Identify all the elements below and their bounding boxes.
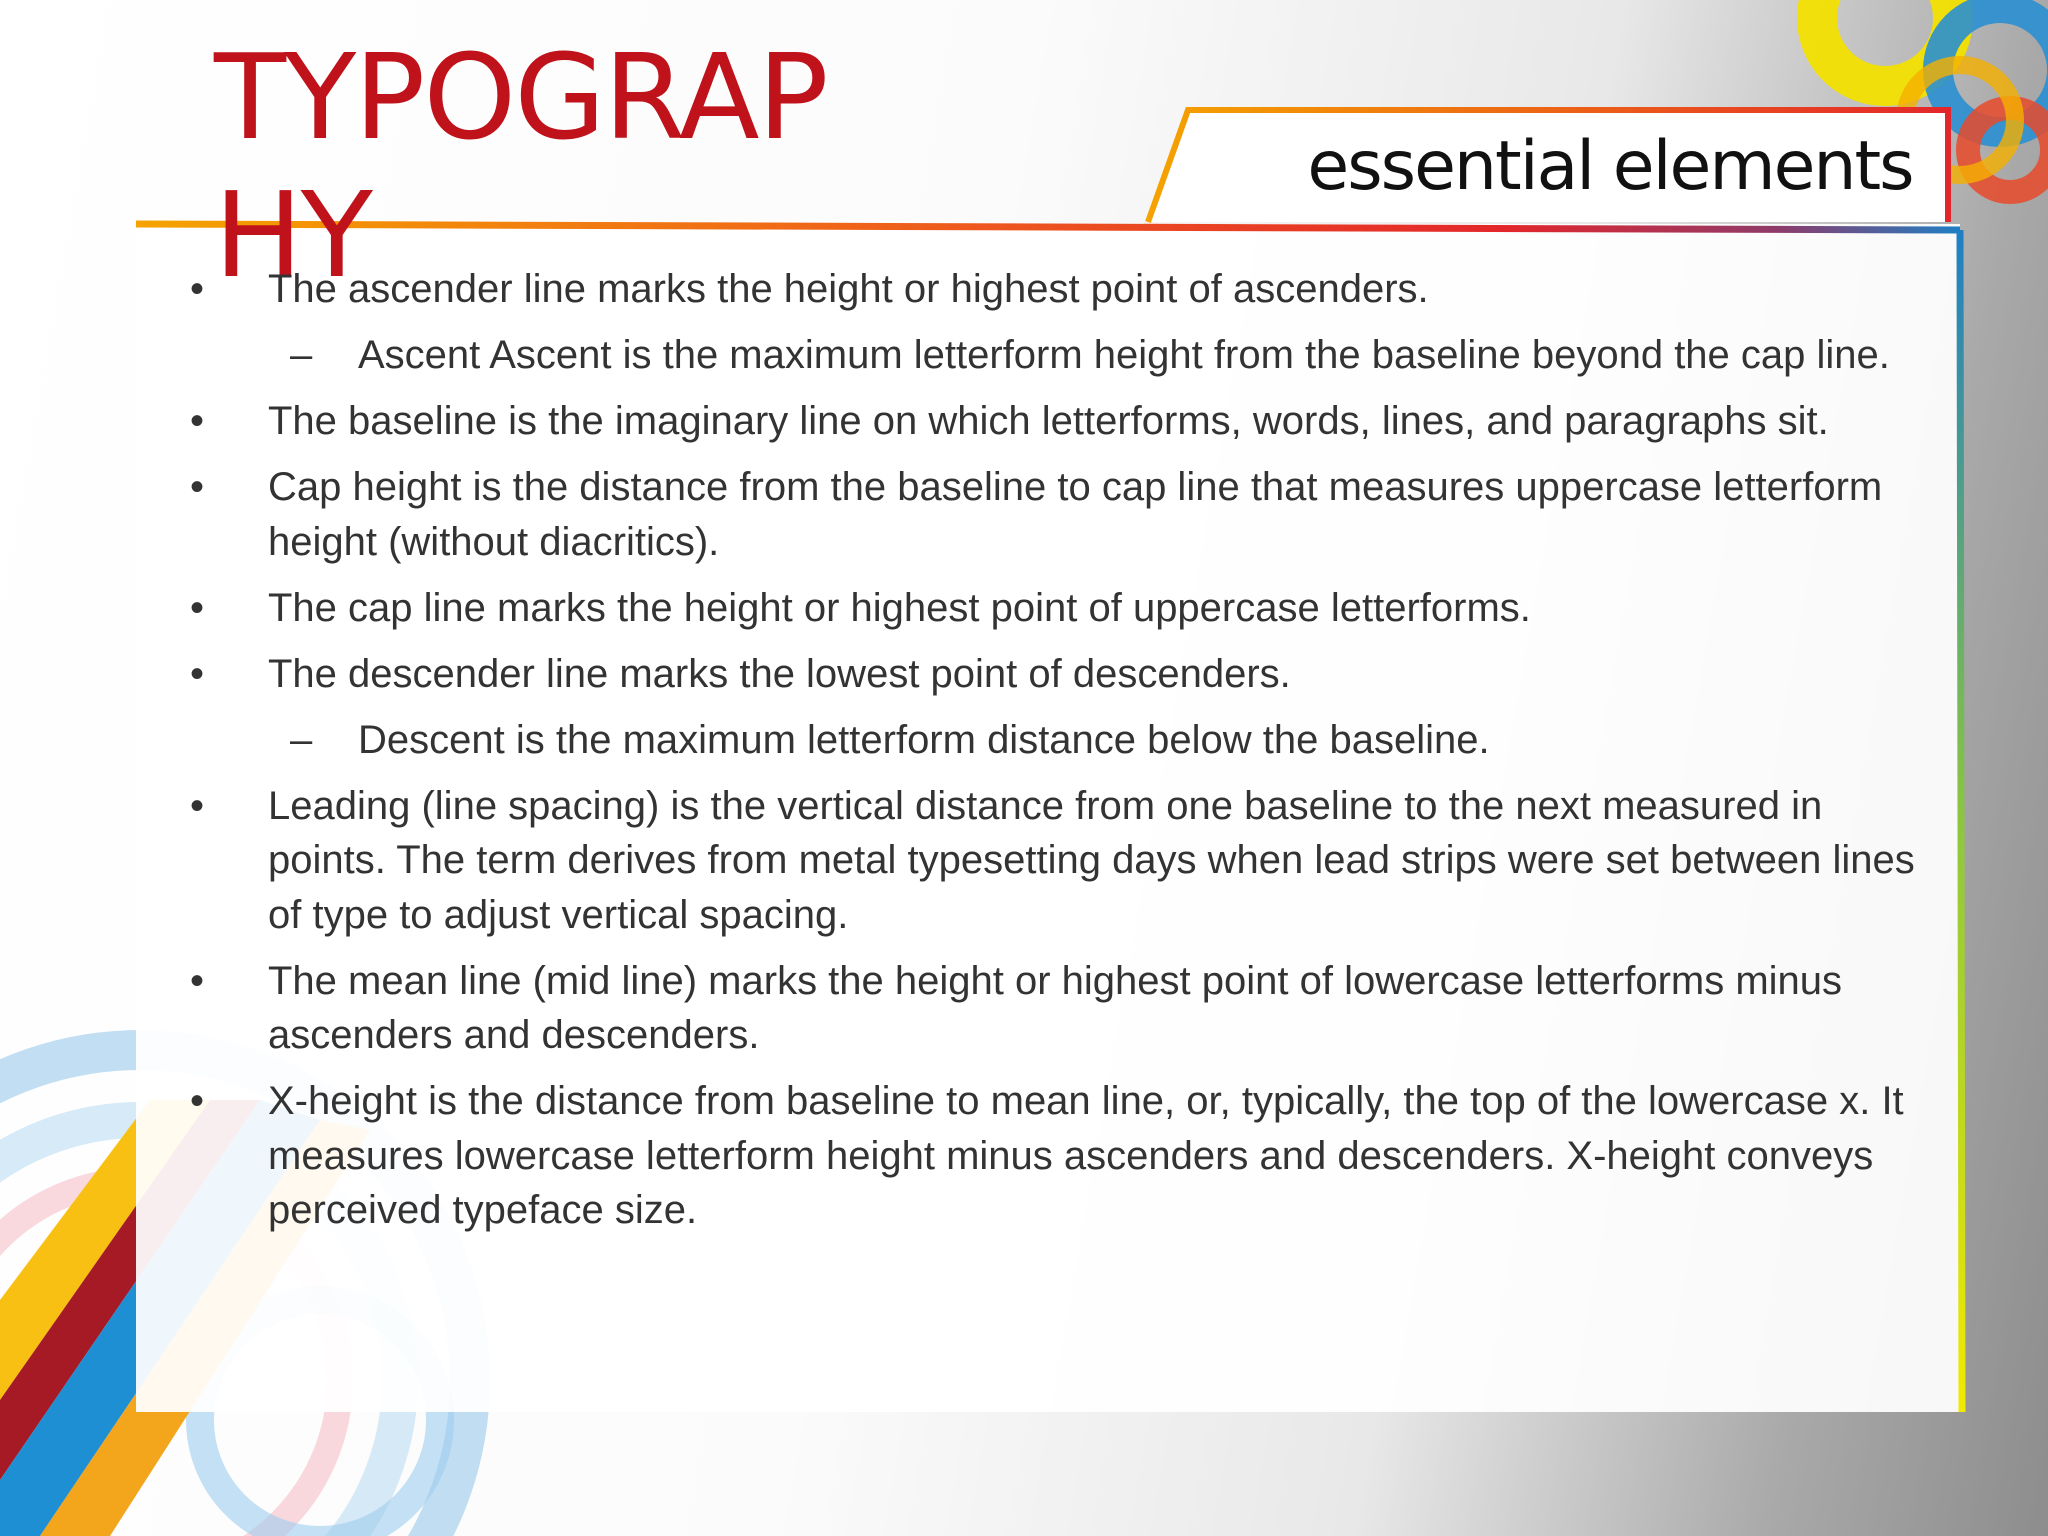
bullet-text: The baseline is the imaginary line on which letterforms, words, lines, and paragraphs sit. [268, 399, 1829, 443]
bullet-item [186, 779, 1926, 943]
dash-marker: – [290, 717, 313, 762]
bullet-item [186, 394, 1926, 449]
bullet-text: The ascender line marks the height or highest point of ascenders. [268, 267, 1429, 311]
bullet-text: The cap line marks the height or highest point of uppercase letterforms. [268, 585, 1531, 630]
sub-bullet-item [186, 713, 1926, 768]
bullet-text: Ascent Ascent is the maximum letterform height from the baseline beyond the cap line. [358, 333, 1890, 377]
bullet-text: Descent is the maximum letterform distance below the baseline. [358, 717, 1490, 762]
slide-subtitle: essential elements [1307, 127, 1913, 206]
dash-marker: – [290, 333, 313, 377]
bullet-list [186, 262, 1926, 1249]
bullet-text: The mean line (mid line) marks the height or highest point of lowercase letterforms minus ascenders and descenders. [268, 958, 1843, 1057]
bullet-marker: • [190, 465, 205, 509]
bullet-text: X-height is the distance from baseline to mean line, or, typically, the top of the lowercase x. It measures lowercase letterform height minus ascenders and descenders. X-height conveys perceived typeface size. [268, 1079, 1904, 1232]
bullet-marker: • [190, 651, 205, 696]
bullet-item [186, 647, 1926, 702]
bullet-marker: • [190, 958, 205, 1003]
bullet-item [186, 262, 1926, 317]
bullet-marker: • [190, 399, 205, 443]
bullet-item [186, 460, 1926, 569]
bullet-marker: • [190, 585, 205, 630]
bullet-marker: • [190, 1079, 205, 1123]
bullet-marker: • [190, 783, 205, 828]
bullet-text: Leading (line spacing) is the vertical distance from one baseline to the next measured in points. The term derives from metal typesetting days when lead strips were set between lines of type to adjust vertical spacing. [268, 783, 1915, 937]
bullet-text: The descender line marks the lowest point of descenders. [268, 651, 1291, 696]
slide-title: TYPOGRAPHY [214, 28, 827, 304]
bullet-item [186, 954, 1926, 1063]
bullet-item [186, 1074, 1926, 1238]
sub-bullet-item [186, 328, 1926, 383]
bullet-item [186, 581, 1926, 636]
bullet-text: Cap height is the distance from the baseline to cap line that measures uppercase letterform height (without diacritics). [268, 465, 1883, 564]
bullet-marker: • [190, 267, 205, 311]
